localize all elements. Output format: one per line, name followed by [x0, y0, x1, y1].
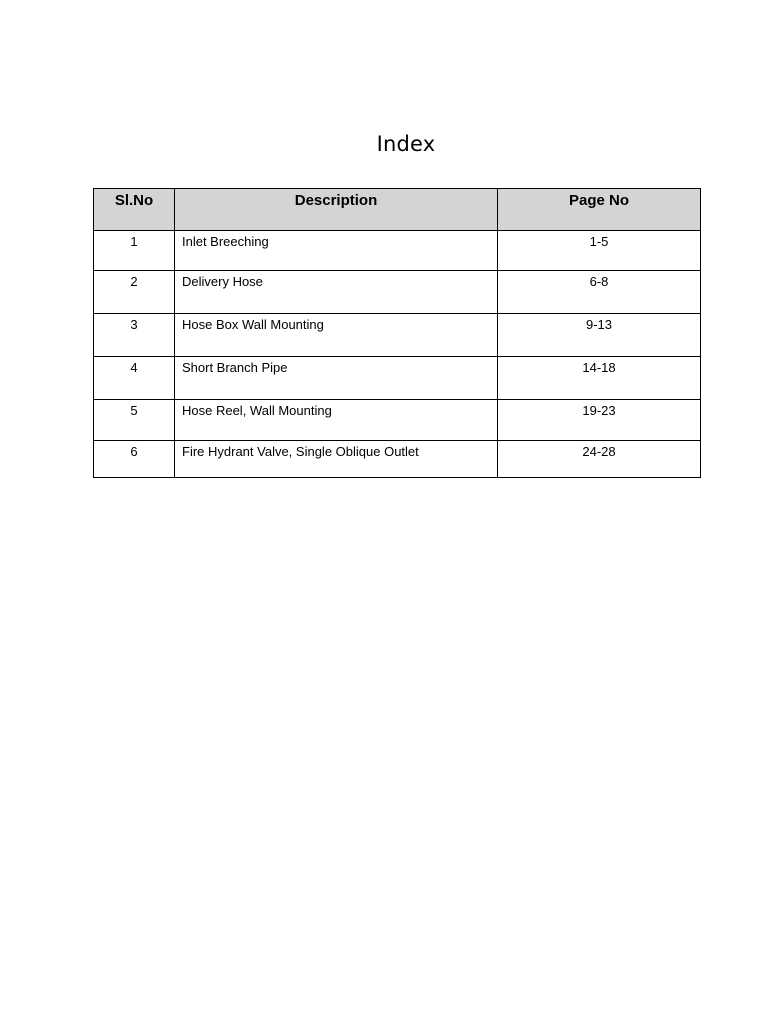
row-description: Inlet Breeching: [175, 231, 498, 271]
header-sl-no: Sl.No: [94, 189, 175, 231]
table-row: [94, 314, 701, 357]
index-table: [93, 188, 701, 478]
table-header-row: [94, 189, 701, 231]
table-row: [94, 231, 701, 271]
row-sl-no: 6: [94, 441, 175, 478]
row-sl-no: 1: [94, 231, 175, 271]
table-row: [94, 400, 701, 441]
table-row: [94, 271, 701, 314]
page-title: Index: [376, 132, 436, 156]
row-page-no: 24-28: [498, 441, 701, 478]
row-sl-no: 3: [94, 314, 175, 357]
row-description: Delivery Hose: [175, 271, 498, 314]
row-description: Short Branch Pipe: [175, 357, 498, 400]
row-description: Fire Hydrant Valve, Single Oblique Outlet: [175, 441, 498, 478]
row-sl-no: 2: [94, 271, 175, 314]
row-page-no: 9-13: [498, 314, 701, 357]
table-row: [94, 441, 701, 478]
row-page-no: 19-23: [498, 400, 701, 441]
row-page-no: 1-5: [498, 231, 701, 271]
row-page-no: 6-8: [498, 271, 701, 314]
table-row: [94, 357, 701, 400]
header-page-no: Page No: [498, 189, 701, 231]
row-sl-no: 4: [94, 357, 175, 400]
row-description: Hose Box Wall Mounting: [175, 314, 498, 357]
row-page-no: 14-18: [498, 357, 701, 400]
header-description: Description: [175, 189, 498, 231]
row-sl-no: 5: [94, 400, 175, 441]
row-description: Hose Reel, Wall Mounting: [175, 400, 498, 441]
